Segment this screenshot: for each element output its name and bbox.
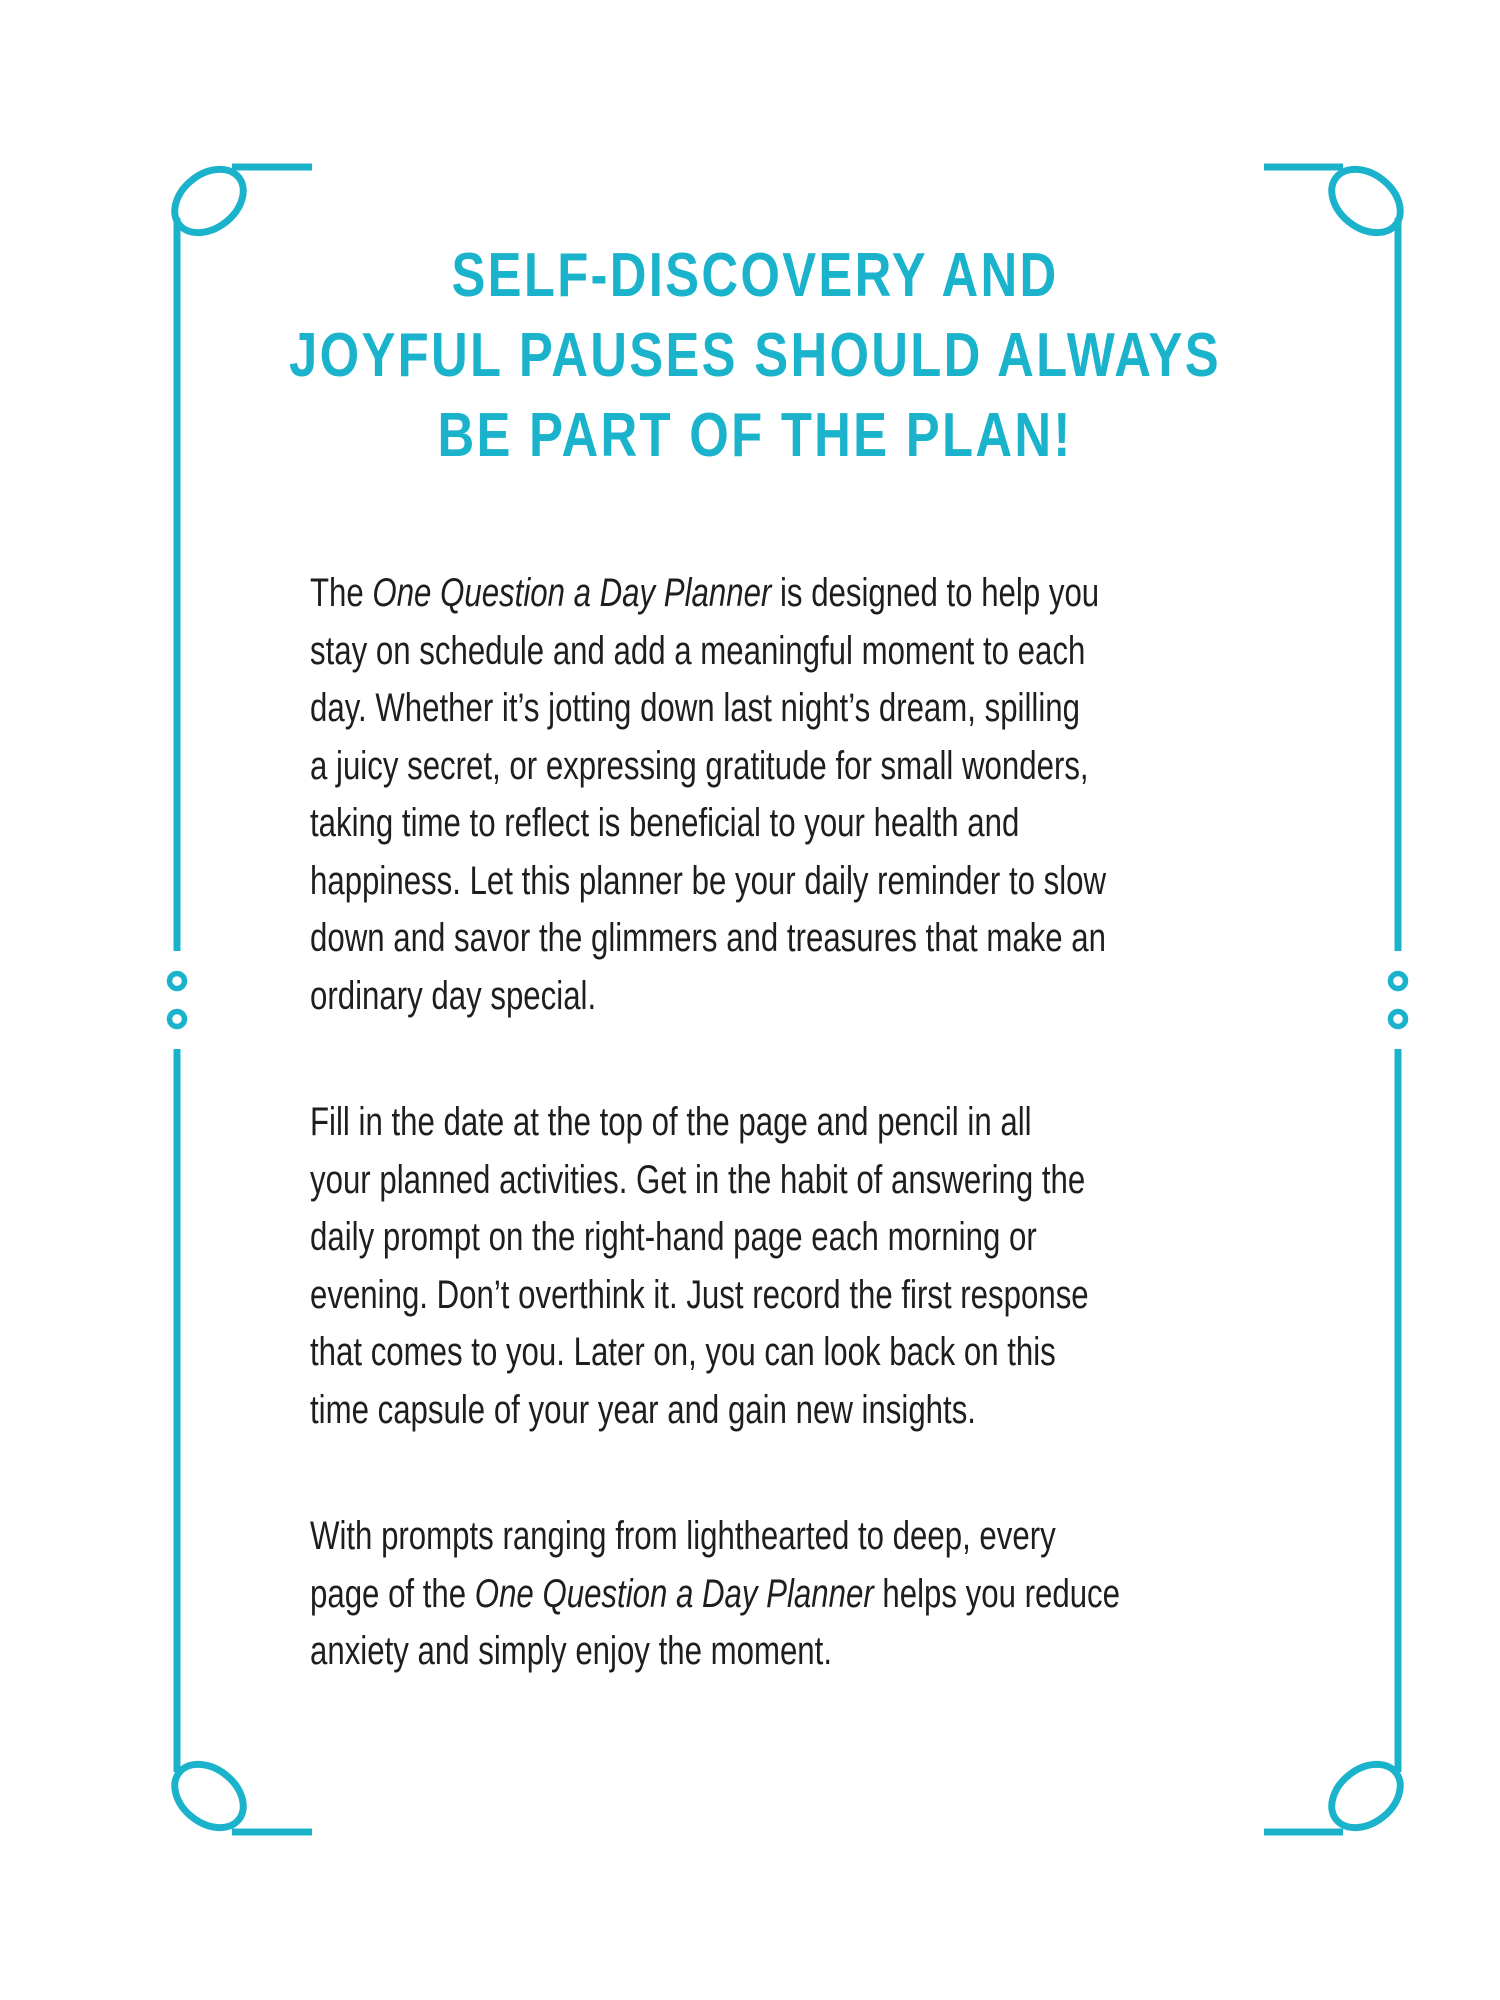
page-title: SELF-DISCOVERY AND JOYFUL PAUSES SHOULD ALWAYS BE PART OF THE PLAN!: [289, 241, 1221, 470]
intro-paragraph-1: The One Question a Day Planner is designed to help you stay on schedule and add a meaningful moment to each day. Whether it’s jotting down last night’s dream, spilling a juicy secret, or expressing gratitude for small wonders, taking time to reflect is beneficial to your health and happiness. Let this planner be your daily reminder to slow down and savor the glimmers and treasures that make an ordinary day special.: [310, 571, 1107, 1018]
right-ring-ornament-icon: [1391, 974, 1406, 1027]
corner-flourish-bottom-left-icon: [162, 1751, 312, 1840]
intro-paragraph-3: With prompts ranging from lighthearted to deep, every page of the One Question a Day Planner helps you reduce anxiety and simply enjoy the moment.: [310, 1514, 1121, 1673]
intro-paragraph-2: Fill in the date at the top of the page and pencil in all your planned activities. Get in the habit of answering the daily prompt on the right-hand page each morning or evening. Don’t overthink it. Just record the first response that comes to you. Later on, you can look back on this time capsule of your year and gain new insights.: [310, 1100, 1089, 1432]
corner-flourish-bottom-right-icon: [1264, 1751, 1413, 1840]
corner-flourish-top-right-icon: [1264, 156, 1413, 951]
intro-text: [310, 565, 1184, 1750]
left-ring-ornament-icon: [170, 974, 185, 1027]
